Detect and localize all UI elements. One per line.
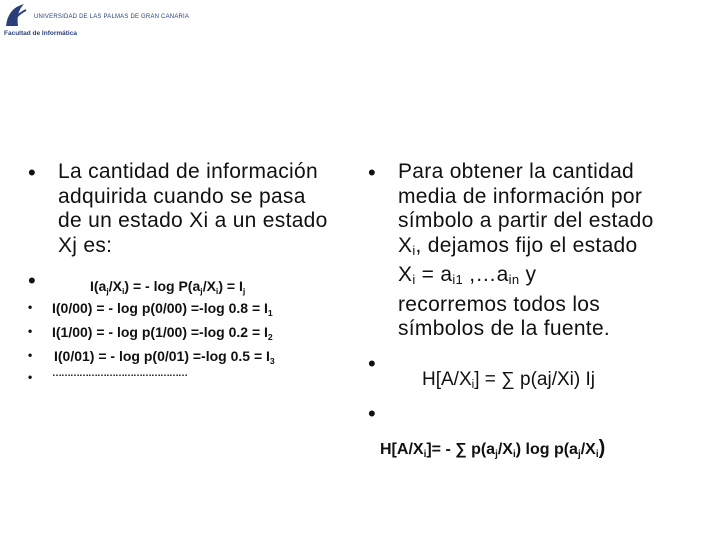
bullet-icon: • bbox=[28, 348, 33, 362]
formula-part: ] = ∑ p(aj/Xi) Ij bbox=[474, 369, 595, 390]
university-emblem-icon bbox=[4, 2, 30, 28]
bullet-icon: • bbox=[28, 324, 33, 338]
bullet-icon: • bbox=[368, 160, 376, 185]
bullet-icon: • bbox=[28, 268, 36, 293]
right-paragraph bbox=[398, 160, 718, 342]
formula-subscript: j bbox=[242, 286, 246, 296]
bullet-icon: • bbox=[368, 351, 376, 376]
formula-part: ) = I bbox=[218, 278, 243, 294]
formula-part: /X bbox=[580, 441, 596, 458]
text-part: , dejamos fijo el estado bbox=[415, 233, 638, 257]
conditional-entropy-formula bbox=[422, 369, 595, 391]
formula-part: I(a bbox=[90, 278, 107, 294]
text-part: X bbox=[398, 263, 413, 286]
logo-faculty-name: Facultad de Informática bbox=[4, 30, 77, 37]
information-formula bbox=[90, 278, 245, 296]
formula-part: ) log p(a bbox=[515, 441, 578, 458]
bullet-icon: • bbox=[28, 160, 36, 185]
left-paragraph-line: La cantidad de información bbox=[58, 160, 318, 183]
example-row-text bbox=[52, 324, 273, 342]
formula-subscript: j bbox=[495, 449, 498, 460]
text-part: ,…a bbox=[463, 263, 509, 286]
example-row-text bbox=[54, 348, 275, 366]
right-paragraph-line: símbolos de la fuente. bbox=[398, 317, 611, 340]
formula-part: ) = - log P(a bbox=[124, 278, 201, 294]
formula-subscript: i bbox=[122, 286, 125, 296]
text-part: X bbox=[398, 233, 413, 257]
example-list bbox=[28, 300, 368, 400]
formula-part: ) bbox=[598, 437, 606, 459]
formula-part: H[A/X bbox=[380, 441, 424, 458]
left-paragraph bbox=[58, 160, 368, 258]
example-text: I(0/01) = - log p(0/01) =-log 0.5 = I bbox=[54, 348, 270, 364]
formula-subscript: j bbox=[577, 449, 581, 460]
bullet-icon: • bbox=[28, 370, 33, 384]
entropy-formula-row bbox=[368, 351, 718, 395]
formula-subscript: i bbox=[412, 242, 416, 258]
formula-subscript: i bbox=[471, 378, 475, 391]
right-paragraph-line bbox=[398, 234, 718, 264]
right-paragraph-line: recorremos todos los bbox=[398, 292, 601, 316]
left-paragraph-line: de un estado Xi a un estado bbox=[58, 209, 328, 232]
right-paragraph-line: símbolo a partir del estado bbox=[398, 209, 654, 232]
formula-subscript: i bbox=[412, 272, 416, 287]
text-part: y bbox=[519, 263, 537, 286]
university-logo bbox=[4, 2, 190, 40]
formula-subscript: i1 bbox=[452, 272, 464, 287]
right-paragraph-line: Para obtener la cantidad bbox=[398, 160, 635, 183]
formula-subscript: j bbox=[106, 286, 109, 296]
right-paragraph-line: media de información por bbox=[398, 184, 643, 208]
bullet-icon: • bbox=[368, 401, 376, 426]
right-paragraph-block bbox=[368, 160, 718, 342]
left-paragraph-line: Xj es: bbox=[58, 233, 113, 257]
bullet-icon: • bbox=[28, 300, 33, 314]
formula-part: /X bbox=[202, 278, 216, 294]
example-text: I(0/00) = - log p(0/00) =-log 0.8 = I bbox=[52, 300, 268, 316]
logo-university-name: UNIVERSIDAD DE LAS PALMAS DE GRAN CANARIA bbox=[34, 14, 190, 20]
formula-part: /X bbox=[497, 441, 513, 458]
formula-subscript: i bbox=[423, 449, 427, 460]
formula-subscript: i bbox=[512, 449, 516, 460]
example-text: I(1/00) = - log p(1/00) =-log 0.2 = I bbox=[52, 324, 268, 340]
formula-subscript: in bbox=[508, 272, 520, 287]
right-paragraph-line bbox=[398, 263, 718, 293]
formula-subscript: i bbox=[215, 286, 219, 296]
formula-part: /X bbox=[108, 278, 122, 294]
formula-part: ]= - ∑ p(a bbox=[426, 441, 496, 458]
formula-subscript: j bbox=[200, 286, 203, 296]
formula-part: H[A/X bbox=[422, 369, 472, 390]
main-formula-row bbox=[28, 268, 368, 298]
left-paragraph-line: adquirida cuando se pasa bbox=[58, 184, 306, 208]
right-column bbox=[368, 160, 718, 460]
expanded-entropy-formula bbox=[380, 437, 605, 460]
entropy-formula-row bbox=[368, 401, 718, 460]
formula-subscript: 2 bbox=[267, 332, 273, 342]
left-paragraph-block bbox=[28, 160, 368, 270]
ellipsis-dots: ……………………………………… bbox=[52, 368, 187, 379]
example-row-text bbox=[52, 300, 273, 318]
text-part: = a bbox=[415, 263, 453, 286]
formula-subscript: i bbox=[595, 449, 599, 460]
formula-subscript: 3 bbox=[269, 356, 275, 366]
formula-subscript: 1 bbox=[267, 308, 273, 318]
left-column bbox=[28, 160, 368, 384]
